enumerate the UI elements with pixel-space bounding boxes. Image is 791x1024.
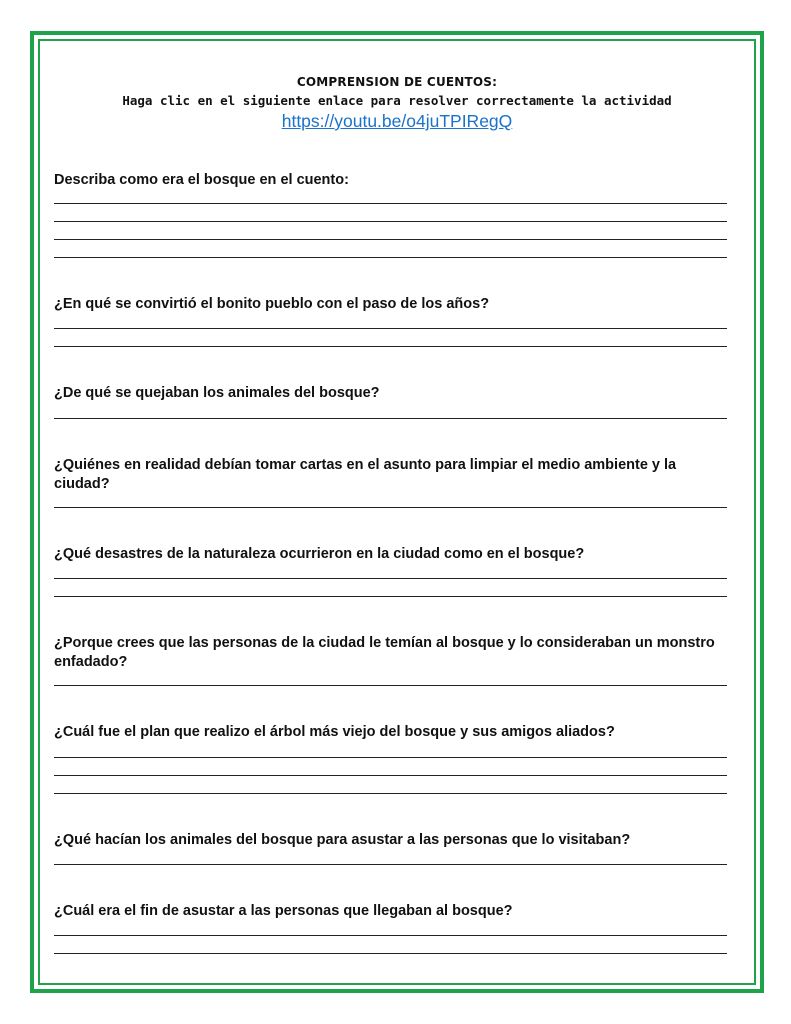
answer-line[interactable] xyxy=(54,935,727,936)
question-8: ¿Qué hacían los animales del bosque para asustar a las personas que lo visitaban? xyxy=(54,832,631,848)
answer-line[interactable] xyxy=(54,757,727,758)
answer-line[interactable] xyxy=(54,596,727,597)
worksheet-title: COMPRENSION DE CUENTOS: xyxy=(296,75,498,89)
answer-line[interactable] xyxy=(54,685,727,686)
question-7: ¿Cuál fue el plan que realizo el árbol más viejo del bosque y sus amigos aliados? xyxy=(54,724,615,740)
answer-line[interactable] xyxy=(54,793,727,794)
answer-line[interactable] xyxy=(54,328,727,329)
question-2: ¿En qué se convirtió el bonito pueblo con el paso de los años? xyxy=(54,296,490,312)
question-4: ¿Quiénes en realidad debían tomar cartas en el asunto para limpiar el medio ambiente y la ciudad? xyxy=(54,457,677,492)
question-3: ¿De qué se quejaban los animales del bosque? xyxy=(54,385,380,401)
answer-line[interactable] xyxy=(54,507,727,508)
answer-line[interactable] xyxy=(54,346,727,347)
answer-line[interactable] xyxy=(54,239,727,240)
video-link[interactable]: https://youtu.be/o4juTPIRegQ xyxy=(281,111,513,131)
question-6: ¿Porque crees que las personas de la ciudad le temían al bosque y lo consideraban un monstro enfadado? xyxy=(54,635,715,670)
answer-line[interactable] xyxy=(54,578,727,579)
answer-line[interactable] xyxy=(54,221,727,222)
worksheet-header xyxy=(40,74,754,132)
answer-line[interactable] xyxy=(54,257,727,258)
answer-line[interactable] xyxy=(54,953,727,954)
answer-line[interactable] xyxy=(54,775,727,776)
answer-line[interactable] xyxy=(54,203,727,204)
instruction-text: Haga clic en el siguiente enlace para resolver correctamente la actividad xyxy=(122,93,672,108)
question-5: ¿Qué desastres de la naturaleza ocurrieron en la ciudad como en el bosque? xyxy=(54,546,585,562)
question-1: Describa como era el bosque en el cuento: xyxy=(54,172,349,188)
answer-line[interactable] xyxy=(54,864,727,865)
question-9: ¿Cuál era el fin de asustar a las personas que llegaban al bosque? xyxy=(54,903,513,919)
answer-line[interactable] xyxy=(54,418,727,419)
